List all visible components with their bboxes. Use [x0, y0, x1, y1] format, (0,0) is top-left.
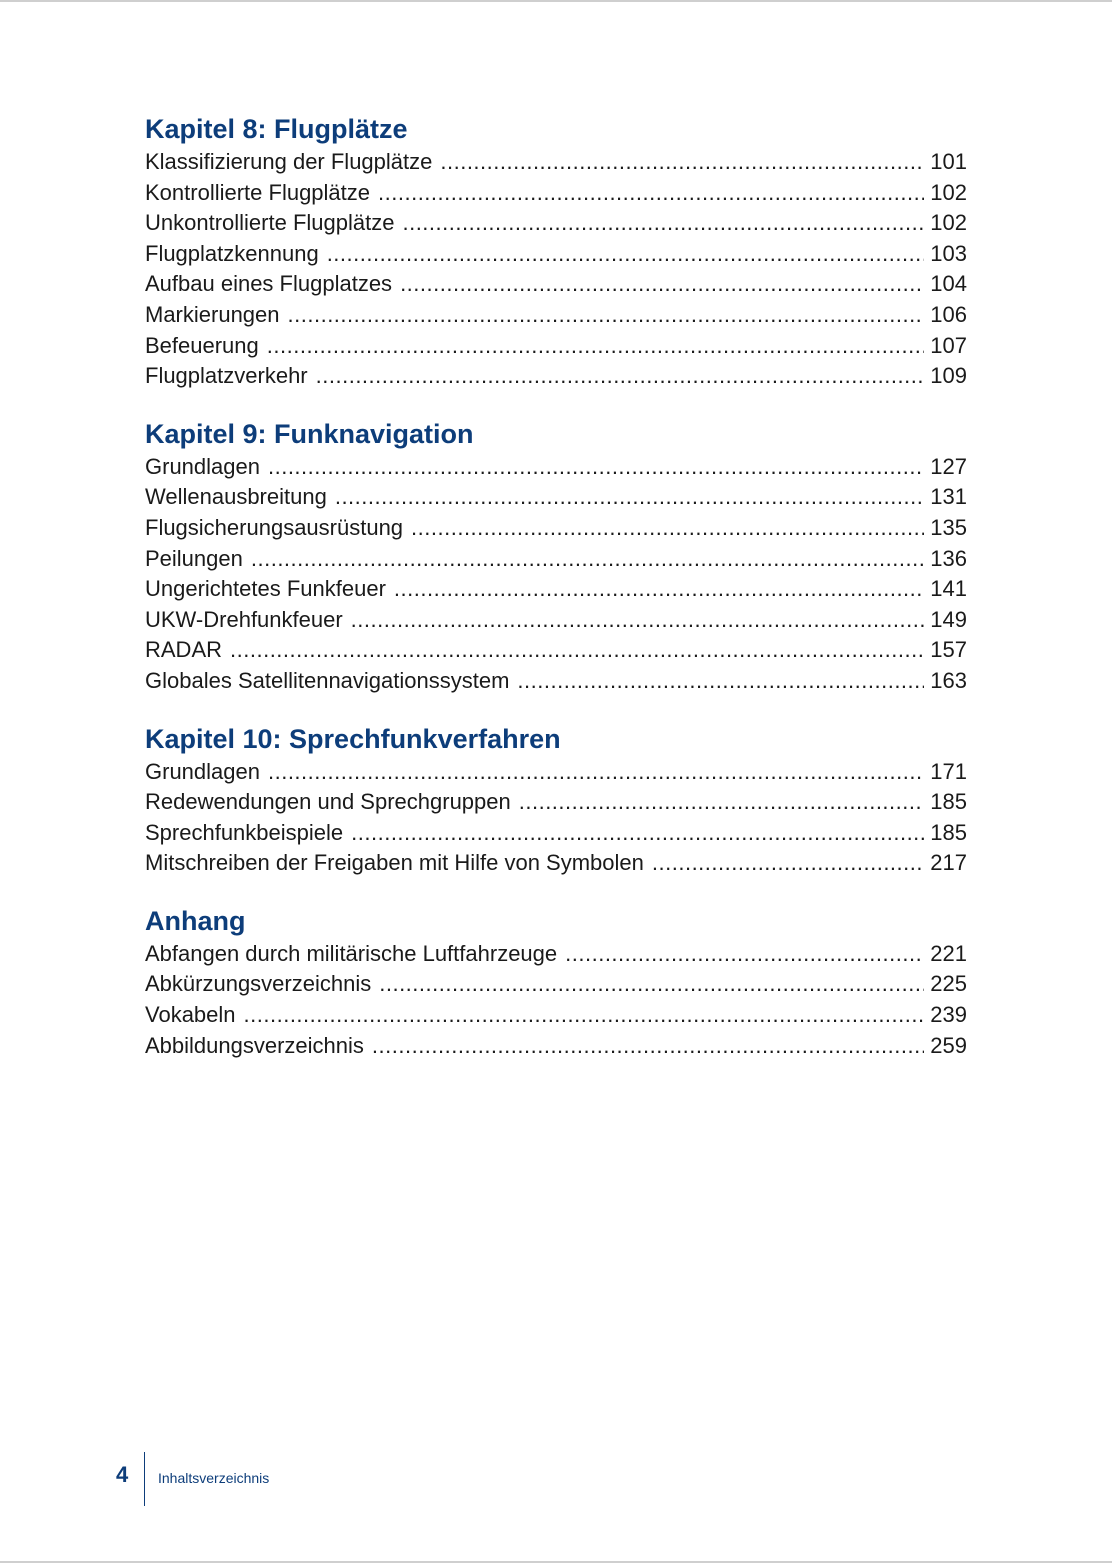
dot-leader — [288, 300, 925, 331]
toc-entry-label: Klassifizierung der Flugplätze — [145, 149, 433, 174]
toc-entry-page: 131 — [930, 484, 967, 510]
toc-entry-page: 221 — [930, 940, 967, 966]
chapter-8 — [145, 111, 967, 392]
toc-entry-label: Globales Satellitennavigationssystem — [145, 667, 510, 693]
toc-entry[interactable] — [145, 208, 967, 239]
toc-entry-label: Peilungen — [145, 545, 243, 571]
toc-entry-label: Wellenausbreitung — [145, 484, 327, 510]
toc-entry-label: Abkürzungsverzeichnis — [145, 971, 372, 997]
toc-entry[interactable] — [145, 1031, 967, 1062]
toc-entry[interactable] — [145, 757, 967, 788]
dot-leader — [351, 818, 924, 849]
toc-entry[interactable] — [145, 331, 967, 362]
dot-leader — [335, 482, 924, 513]
toc-entry[interactable] — [145, 513, 967, 544]
dot-leader — [244, 1000, 925, 1031]
chapter-title: Kapitel 10: Sprechfunkverfahren — [145, 723, 561, 754]
toc-entry-label: Aufbau eines Flugplatzes — [145, 271, 393, 297]
toc-entry-label: Redewendungen und Sprechgruppen — [145, 789, 511, 815]
dot-leader — [378, 178, 924, 209]
toc-entry-page: 259 — [930, 1032, 967, 1058]
toc-entry-label: Ungerichtetes Funkfeuer — [145, 576, 386, 602]
bottom-border — [0, 1561, 1112, 1563]
toc-entry[interactable] — [145, 939, 967, 970]
toc-entry-page: 102 — [930, 210, 967, 236]
toc-entry-page: 185 — [930, 789, 967, 815]
dot-leader — [402, 208, 924, 239]
toc-entry-page: 103 — [930, 240, 967, 266]
toc-entry-page: 127 — [930, 453, 967, 479]
table-of-contents — [145, 111, 967, 1085]
chapter-10 — [145, 721, 967, 879]
chapter-title: Kapitel 9: Funknavigation — [145, 418, 474, 449]
footer-page-number: 4 — [116, 1462, 129, 1487]
toc-entry[interactable] — [145, 605, 967, 636]
toc-entry[interactable] — [145, 482, 967, 513]
dot-leader — [267, 331, 925, 362]
toc-entry-page: 109 — [930, 363, 967, 389]
toc-entry-page: 171 — [930, 758, 967, 784]
toc-entry-label: Markierungen — [145, 301, 280, 327]
toc-entry-label: Vokabeln — [145, 1002, 236, 1028]
dot-leader — [517, 666, 924, 697]
toc-entry[interactable] — [145, 452, 967, 483]
toc-entry-label: Grundlagen — [145, 453, 260, 479]
dot-leader — [372, 1031, 924, 1062]
toc-entry-page: 185 — [930, 819, 967, 845]
toc-entry[interactable] — [145, 848, 967, 879]
toc-entry[interactable] — [145, 269, 967, 300]
toc-entry-page: 217 — [930, 850, 967, 876]
toc-entry-label: Abfangen durch militärische Luftfahrzeuge — [145, 940, 558, 966]
toc-entry-label: Grundlagen — [145, 758, 260, 784]
dot-leader — [268, 757, 924, 788]
toc-entry-label: Kontrollierte Flugplätze — [145, 179, 371, 205]
toc-entry[interactable] — [145, 361, 967, 392]
toc-entry-page: 225 — [930, 971, 967, 997]
toc-entry-page: 104 — [930, 271, 967, 297]
toc-entry[interactable] — [145, 239, 967, 270]
dot-leader — [351, 605, 925, 636]
toc-entry[interactable] — [145, 574, 967, 605]
toc-entry[interactable] — [145, 1000, 967, 1031]
appendix — [145, 903, 967, 1061]
dot-leader — [268, 452, 924, 483]
chapter-title: Kapitel 8: Flugplätze — [145, 114, 408, 144]
chapter-9 — [145, 416, 967, 697]
toc-entry-label: Unkontrollierte Flugplätze — [145, 210, 395, 236]
toc-entry[interactable] — [145, 666, 967, 697]
toc-entry-label: Abbildungsverzeichnis — [145, 1032, 364, 1058]
toc-entry-label: Sprechfunkbeispiele — [145, 819, 344, 845]
dot-leader — [230, 635, 924, 666]
toc-entry-label: Befeuerung — [145, 332, 259, 358]
toc-entry-label: Mitschreiben der Freigaben mit Hilfe von Symbolen — [145, 850, 644, 876]
chapter-title: Anhang — [145, 905, 246, 936]
toc-entry-page: 239 — [930, 1002, 967, 1028]
dot-leader — [440, 147, 924, 178]
toc-entry[interactable] — [145, 969, 967, 1000]
toc-entry-page: 136 — [930, 545, 967, 571]
toc-entry[interactable] — [145, 818, 967, 849]
toc-entry-label: Flugplatzverkehr — [145, 363, 308, 389]
dot-leader — [379, 969, 924, 1000]
toc-entry-label: UKW-Drehfunkfeuer — [145, 606, 343, 632]
toc-entry[interactable] — [145, 178, 967, 209]
dot-leader — [394, 574, 924, 605]
toc-entry-label: Flugsicherungsausrüstung — [145, 514, 404, 540]
toc-entry-page: 163 — [930, 667, 967, 693]
top-border — [0, 0, 1112, 2]
toc-entry[interactable] — [145, 635, 967, 666]
toc-entry-page: 157 — [930, 637, 967, 663]
dot-leader — [400, 269, 924, 300]
footer-divider — [144, 1452, 145, 1506]
toc-entry[interactable] — [145, 300, 967, 331]
toc-entry-page: 149 — [930, 606, 967, 632]
footer-section-label: Inhaltsverzeichnis — [158, 1470, 270, 1486]
dot-leader — [327, 239, 925, 270]
dot-leader — [316, 361, 925, 392]
dot-leader — [519, 787, 925, 818]
toc-entry-page: 102 — [930, 179, 967, 205]
toc-entry-page: 101 — [930, 149, 967, 174]
toc-entry-page: 135 — [930, 514, 967, 540]
dot-leader — [251, 544, 924, 575]
toc-entry-page: 141 — [930, 576, 967, 602]
toc-entry-page: 106 — [930, 301, 967, 327]
toc-entry-page: 107 — [930, 332, 967, 358]
toc-entry-label: RADAR — [145, 637, 223, 663]
dot-leader — [565, 939, 924, 970]
toc-entry[interactable] — [145, 544, 967, 575]
toc-entry[interactable] — [145, 147, 967, 178]
toc-entry-label: Flugplatzkennung — [145, 240, 319, 266]
toc-entry[interactable] — [145, 787, 967, 818]
dot-leader — [652, 848, 924, 879]
dot-leader — [411, 513, 924, 544]
